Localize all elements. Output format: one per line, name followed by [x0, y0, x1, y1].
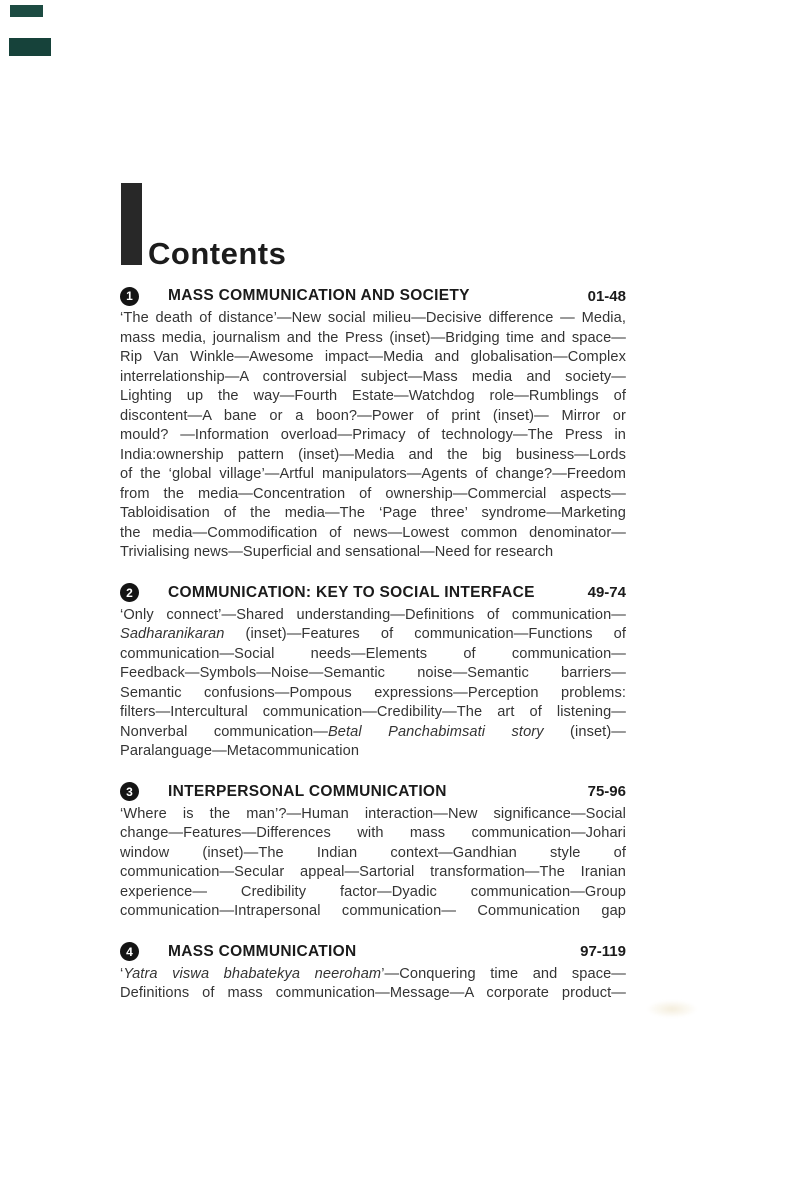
topic-text: communication—Secular appeal—Sartorial transformation—The Iranian	[120, 864, 626, 880]
topic-text: communication—Social needs—Elements of communication—	[120, 645, 626, 662]
topic-line	[120, 426, 626, 446]
topic-text: from the media—Concentration of ownership—Commercial aspects—	[120, 485, 626, 502]
chapter-topics	[120, 606, 626, 762]
topic-line	[120, 504, 626, 524]
scan-artifact-bar-top	[10, 5, 43, 17]
topic-line	[120, 329, 626, 349]
topic-text: (inset)—Features of communication—Functions of	[224, 626, 626, 642]
contents-header	[121, 183, 287, 271]
chapter-topics	[120, 805, 626, 922]
table-of-contents	[120, 286, 626, 1004]
topic-line	[120, 805, 626, 825]
chapter-heading-row	[120, 942, 626, 962]
chapter-entry	[120, 782, 626, 922]
chapter-entry	[120, 583, 626, 762]
topic-line	[120, 824, 626, 844]
scan-artifact-bar-bottom	[9, 38, 51, 56]
chapter-heading-row	[120, 583, 626, 603]
topic-text: filters—Intercultural communication—Credibility—The art of listening—	[120, 704, 626, 720]
chapter-title: INTERPERSONAL COMMUNICATION	[168, 782, 447, 800]
topic-line	[120, 723, 626, 743]
title-bar-decoration	[121, 183, 142, 265]
topic-line	[120, 965, 626, 985]
topic-text: Nonverbal communication—	[120, 723, 328, 740]
topic-text: ‘Only connect’—Shared understanding—Definitions of communication—	[120, 606, 626, 623]
topic-line	[120, 543, 626, 563]
topic-text: mould? —Information overload—Primacy of technology—The Press in	[120, 427, 626, 443]
topic-line	[120, 684, 626, 704]
topic-line	[120, 368, 626, 388]
topic-line	[120, 625, 626, 645]
topic-line	[120, 902, 626, 922]
topic-line	[120, 883, 626, 903]
topic-text: ’—Conquering time and space—	[381, 965, 626, 982]
topic-text: India:ownership pattern (inset)—Media and the big business—Lords	[120, 446, 626, 463]
topic-text: Trivialising news—Superficial and sensational—Need for research	[120, 544, 554, 560]
topic-line	[120, 984, 626, 1004]
topic-text: experience— Credibility factor—Dyadic communication—Group	[120, 883, 626, 900]
topic-text: ‘The death of distance’—New social milieu—Decisive difference — Media,	[120, 310, 626, 326]
chapter-topics	[120, 965, 626, 1004]
chapter-entry	[120, 286, 626, 563]
topic-line	[120, 524, 626, 544]
topic-text: window (inset)—The Indian context—Gandhian style of	[120, 844, 626, 861]
topic-line	[120, 844, 626, 864]
topic-text: ‘Where is the man’?—Human interaction—New significance—Social	[120, 805, 626, 822]
topic-line	[120, 407, 626, 427]
topic-text: Definitions of mass communication—Message—A corporate product—	[120, 985, 626, 1001]
chapter-title: MASS COMMUNICATION AND SOCIETY	[168, 287, 470, 304]
chapter-page-range: 75-96	[587, 783, 626, 800]
chapter-page-range: 01-48	[587, 287, 626, 305]
topic-text: ‘	[120, 965, 124, 982]
topic-text: of the ‘global village’—Artful manipulators—Agents of change?—Freedom	[120, 466, 626, 482]
topic-text: discontent—A bane or a boon?—Power of print (inset)— Mirror or	[120, 407, 626, 424]
topic-text: Semantic confusions—Pompous expressions—Perception problems:	[120, 684, 626, 701]
topic-line	[120, 645, 626, 665]
chapter-page-range: 49-74	[587, 584, 626, 601]
chapter-page-range: 97-119	[580, 943, 626, 960]
chapter-heading-row	[120, 286, 626, 306]
topic-line	[120, 465, 626, 485]
topic-line	[120, 348, 626, 368]
topic-text: (inset)—	[543, 723, 626, 740]
scan-smudge	[646, 1000, 698, 1018]
page-title: Contents	[148, 236, 287, 271]
topic-text-italic: Betal Panchabimsati story	[327, 723, 544, 740]
topic-line	[120, 742, 626, 762]
topic-line	[120, 863, 626, 883]
topic-text: Paralanguage—Metacommunication	[120, 743, 360, 759]
topic-line	[120, 606, 626, 626]
topic-text: Rip Van Winkle—Awesome impact—Media and globalisation—Complex	[120, 349, 626, 365]
topic-text: mass media, journalism and the Press (inset)—Bridging time and space—	[120, 329, 626, 346]
topic-line	[120, 664, 626, 684]
topic-text: Lighting up the way—Fourth Estate—Watchdog role—Rumblings of	[120, 388, 626, 404]
topic-line	[120, 485, 626, 505]
chapter-number-badge: 3	[120, 782, 139, 801]
chapter-number-badge: 2	[120, 583, 139, 602]
topic-line	[120, 387, 626, 407]
chapter-number-badge: 4	[120, 942, 139, 961]
topic-text: communication—Intrapersonal communication— Communication gap	[120, 903, 626, 919]
chapter-number-badge: 1	[120, 287, 139, 306]
chapter-heading-row	[120, 782, 626, 802]
topic-text: the media—Commodification of news—Lowest common denominator—	[120, 524, 626, 541]
chapter-entry	[120, 942, 626, 1004]
topic-text: Feedback—Symbols—Noise—Semantic noise—Semantic barriers—	[120, 665, 626, 681]
chapter-title: COMMUNICATION: KEY TO SOCIAL INTERFACE	[168, 583, 535, 601]
topic-line	[120, 446, 626, 466]
topic-text: interrelationship—A controversial subject—Mass media and society—	[120, 368, 626, 385]
topic-text-italic: Sadharanikaran	[120, 626, 225, 642]
chapter-topics	[120, 309, 626, 563]
topic-line	[120, 309, 626, 329]
topic-text-italic: Yatra viswa bhabatekya neeroham	[123, 965, 382, 982]
chapter-title: MASS COMMUNICATION	[168, 942, 357, 960]
topic-text: change—Features—Differences with mass communication—Johari	[120, 825, 626, 841]
topic-text: Tabloidisation of the media—The ‘Page three’ syndrome—Marketing	[120, 505, 626, 521]
topic-line	[120, 703, 626, 723]
